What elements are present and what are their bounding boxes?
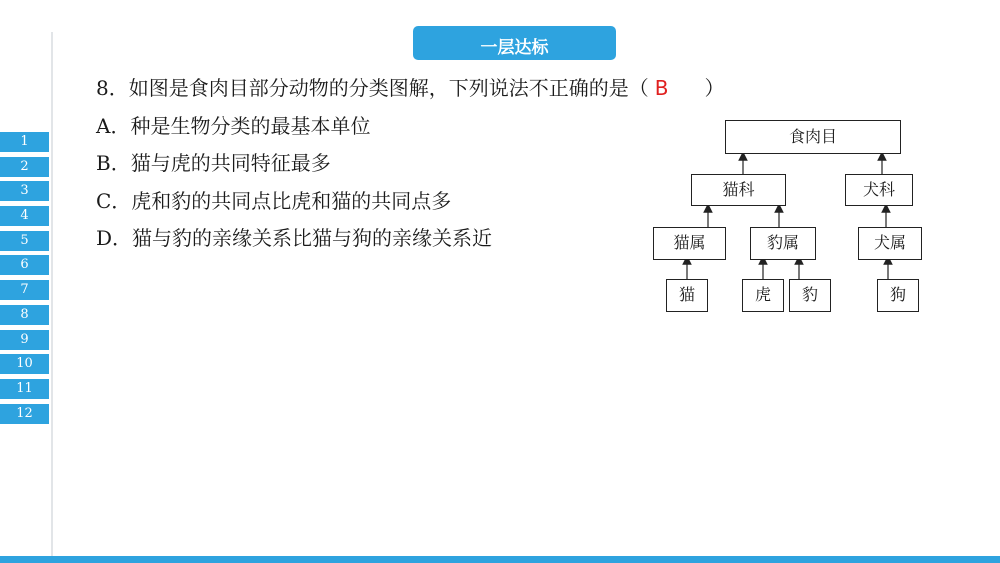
node-species-cat: 猫 — [666, 279, 708, 312]
nav-item-6[interactable]: 6 — [0, 255, 49, 275]
option-a: A．种是生物分类的最基本单位 — [96, 113, 371, 138]
nav-item-8[interactable]: 8 — [0, 305, 49, 325]
nav-item-10[interactable]: 10 — [0, 354, 49, 374]
question-stem-text: 8．如图是食肉目部分动物的分类图解，下列说法不正确的是（ — [96, 76, 649, 100]
answer-mark: B — [654, 76, 669, 100]
left-divider — [51, 32, 53, 556]
nav-item-2[interactable]: 2 — [0, 157, 49, 177]
node-family-cat: 猫科 — [691, 174, 786, 206]
node-species-tiger: 虎 — [742, 279, 784, 312]
nav-item-4[interactable]: 4 — [0, 206, 49, 226]
nav-item-3[interactable]: 3 — [0, 181, 49, 201]
question-stem-close: ） — [704, 76, 725, 100]
section-title-tag: 一层达标 — [413, 26, 616, 60]
bottom-accent-bar — [0, 556, 1000, 563]
nav-item-5[interactable]: 5 — [0, 231, 49, 251]
nav-item-1[interactable]: 1 — [0, 132, 49, 152]
node-species-dog: 狗 — [877, 279, 919, 312]
question-stem — [96, 70, 896, 108]
node-genus-cat: 猫属 — [653, 227, 726, 260]
node-species-leopard: 豹 — [789, 279, 831, 312]
node-order: 食肉目 — [725, 120, 901, 154]
nav-item-12[interactable]: 12 — [0, 404, 49, 424]
nav-item-7[interactable]: 7 — [0, 280, 49, 300]
node-family-dog: 犬科 — [845, 174, 913, 206]
nav-item-9[interactable]: 9 — [0, 330, 49, 350]
option-c: C．虎和豹的共同点比虎和猫的共同点多 — [96, 188, 452, 213]
nav-item-11[interactable]: 11 — [0, 379, 49, 399]
node-genus-leopard: 豹属 — [750, 227, 816, 260]
option-d: D．猫与豹的亲缘关系比猫与狗的亲缘关系近 — [96, 226, 493, 250]
option-b: B．猫与虎的共同特征最多 — [96, 151, 331, 175]
node-genus-dog: 犬属 — [858, 227, 922, 260]
question-nav — [0, 132, 49, 428]
